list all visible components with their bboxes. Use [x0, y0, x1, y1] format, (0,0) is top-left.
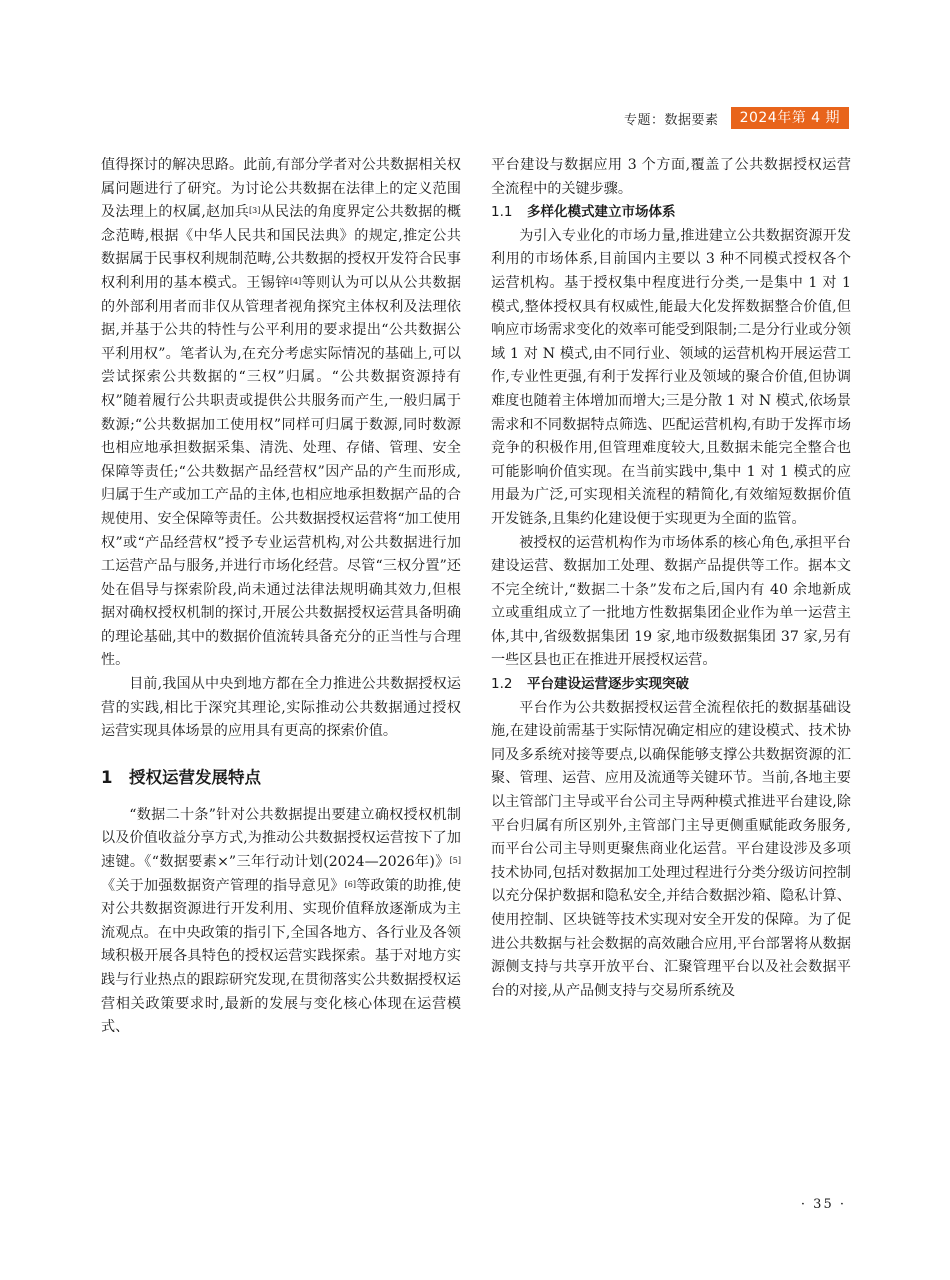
citation: [3] — [249, 206, 261, 216]
paragraph — [101, 804, 461, 1040]
section-title: 授权运营发展特点 — [129, 767, 261, 787]
text-run: “数据二十条”针对公共数据提出要建立确权授权机制以及价值收益分享方式,为推动公共数据授权运营按下了加速键。《“数据要素×”三年行动计划(2024—2026年)》 — [101, 806, 461, 871]
section-heading — [101, 766, 461, 790]
paragraph: 被授权的运营机构作为市场体系的核心角色,承担平台建设运营、数据加工处理、数据产品提供等工作。据本文不完全统计,“数据二十条”发布之后,国内有 40 余地新成立或重组成立了一批地方性数据集团企业作为单一运营主体,其中,省级数据集团 19 家,地市级数据集团 37 家,另有一些区县也正在推进开展授权运营。 — [491, 534, 851, 669]
subsection-heading — [491, 201, 851, 225]
paragraph: 目前,我国从中央到地方都在全力推进公共数据授权运营的实践,相比于深究其理论,实际推动公共数据通过授权运营实现具体场景的应用具有更高的探索价值。 — [101, 676, 461, 740]
text-run: 从民法的角度界定公共数据的概念范畴,根据《中华人民共和国民法典》的规定,推定公共数据属于民事权利规制范畴,公共数据的授权开发符合民事权利利用的基本模式。王锡锌 — [101, 204, 462, 291]
citation: [4] — [289, 276, 302, 286]
text-run: 等则认为可以从公共数据的外部利用者而非仅从管理者视角探究主体权利及法理依据,并基于公共的特性与公平利用的要求提出“公共数据公平利用权”。笔者认为,在充分考虑实际情况的基础上,可以尝试探索公共数据的“三权”归属。“公共数据资源持有权”随着履行公共职责或提供公共服务而产生,一般归属于数源;“公共数据加工使用权”同样可归属于数源,同时数源也相应地承担数据采集、清洗、处理、存储、管理、安全保障等责任;“公共数据产品经营权”因产品的产生而形成,归属于生产或加工产品的主体,也相应地承担数据产品的合规使用、安全保障等责任。公共数据授权运营将“加工使用权”或“产品经营权”授予专业运营机构,对公共数据进行加工运营产品与服务,并进行市场化经营。尽管“三权分置”还处在倡导与探索阶段,尚未通过法律法规明确其效力,但根据对确权授权机制的探讨,开展公共数据授权运营具备明确的理论基础,其中的数据价值流转具备充分的正当性与合理性。 — [101, 274, 462, 669]
paragraph: 平台建设与数据应用 3 个方面,覆盖了公共数据授权运营全流程中的关键步骤。 — [491, 157, 851, 197]
left-column — [101, 154, 461, 1040]
subsection-title: 多样化模式建立市场体系 — [527, 204, 676, 221]
text-run: 等政策的助推,使对公共数据资源进行开发利用、实现价值释放逐渐成为主流观点。在中央政策的指引下,全国各地方、各行业及各领域积极开展各具特色的授权运营实践探索。基于对地方实践与行业热点的跟踪研究发现,在贯彻落实公共数据授权运营相关政策要求时,最新的发展与变化核心体现在运营模式、 — [101, 877, 461, 1036]
subsection-number: 1.2 — [491, 676, 513, 693]
topic-label: 专题：数据要素 — [624, 112, 719, 128]
citation: [6] — [344, 879, 356, 889]
paragraph — [101, 154, 461, 673]
paragraph: 平台作为公共数据授权运营全流程依托的数据基础设施,在建设前需基于实际情况确定相应的建设模式、技术协同及多系统对接等要点,以确保能够支撑公共数据资源的汇聚、管理、运营、应用及流通等关键环节。当前,各地主要以主管部门主导或平台公司主导两种模式推进平台建设,除平台归属有所区别外,主管部门主导更侧重赋能政务服务,而平台公司主导则更聚焦商业化运营。平台建设涉及多项技术协同,包括对数据加工处理过程进行分类分级访问控制以充分保护数据和隐私安全,并结合数据沙箱、隐私计算、使用控制、区块链等技术实现对安全开发的保障。为了促进公共数据与社会数据的高效融合应用,平台部署将从数据源侧支持与共享开放平台、汇聚管理平台以及社会数据平台的对接,从产品侧支持与交易所系统及 — [491, 699, 851, 999]
text-run: 值得探讨的解决思路。此前,有部分学者对公共数据相关权属问题进行了研究。为讨论公共数据在法律上的定义范围及法理上的权属,赵加兵 — [101, 157, 461, 221]
subsection-number: 1.1 — [491, 204, 513, 221]
subsection-heading — [491, 673, 851, 697]
subsection-title: 平台建设运营逐步实现突破 — [527, 676, 689, 693]
text-run: 《关于加强数据资产管理的指导意见》 — [101, 877, 345, 894]
section-number: 1 — [101, 767, 113, 787]
paragraph: 为引入专业化的市场力量,推进建立公共数据资源开发利用的市场体系,目前国内主要以 3 种不同模式授权各个运营机构。基于授权集中程度进行分类,一是集中 1 对 1 模式,整体授权具有权威性,能最大化发挥数据整合价值,但响应市场需求变化的效率可能受到限制;二是分行业或分领域 1 对 N 模式,由不同行业、领域的运营机构开展运营工作,专业性更强,有利于发挥行业及领域的聚合价值,但协调难度也随着主体增加而增大;三是分散 1 对 N 模式,依场景需求和不同数据特点筛选、匹配运营机构,有助于发挥市场竞争的积极作用,但管理难度较大,且数据未能完全整合也可能影响价值实现。在当前实践中,集中 1 对 1 模式的应用最为广泛,可实现相关流程的精简化,有效缩短数据价值开发链条,且集约化建设便于实现更为全面的监管。 — [491, 227, 851, 527]
citation: [5] — [449, 856, 461, 866]
right-column — [491, 154, 851, 1003]
running-header — [624, 107, 849, 129]
page-number: · 35 · — [800, 1197, 846, 1212]
issue-badge: 2024年第 4 期 — [731, 107, 849, 129]
